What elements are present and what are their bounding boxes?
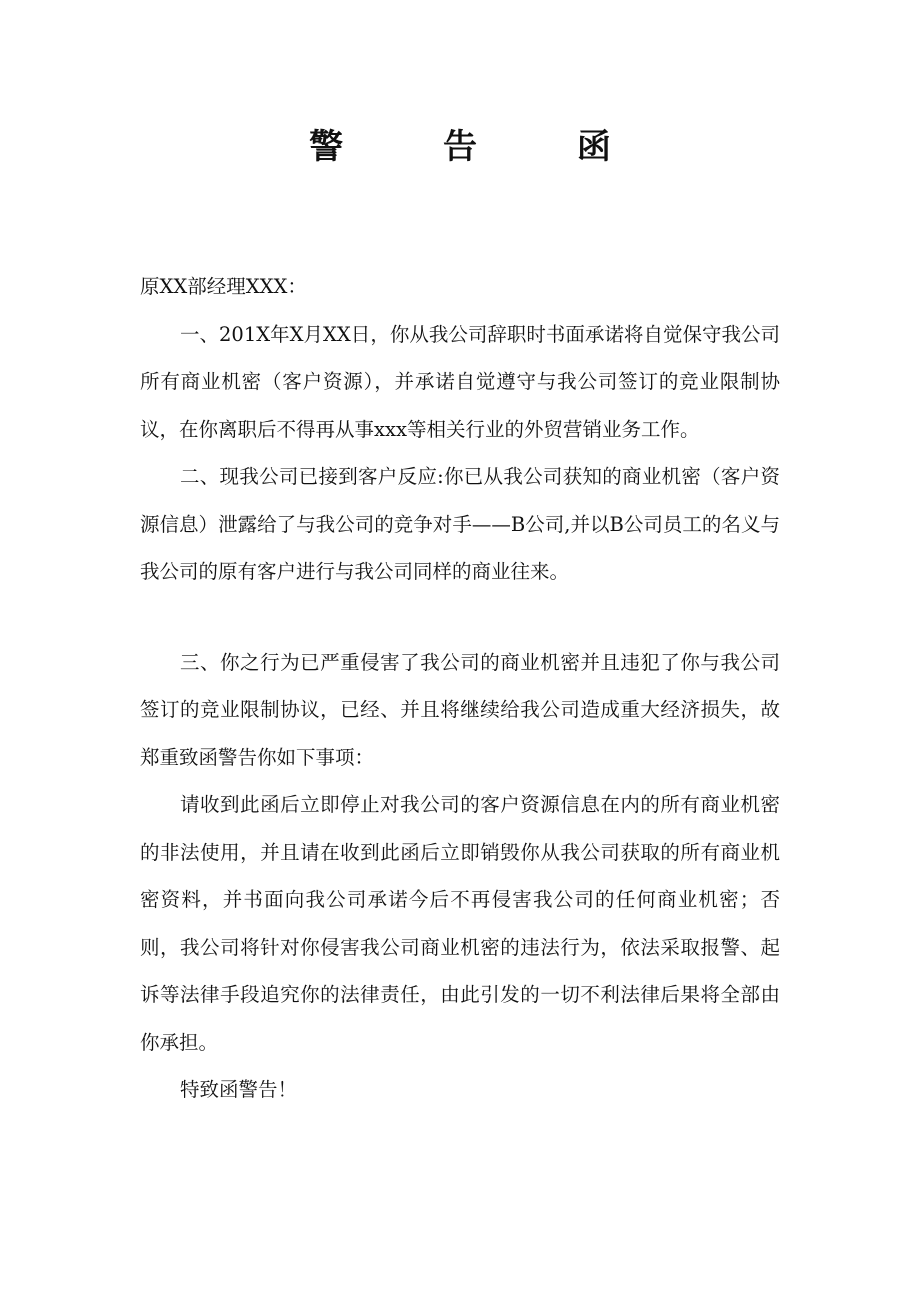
- document-body: [140, 263, 780, 1114]
- document-title: 警 告 函: [309, 127, 655, 167]
- paragraph-gap: [140, 596, 780, 639]
- paragraph-2: 二、现我公司已接到客户反应:你已从我公司获知的商业机密（客户资源信息）泄露给了与我公司的竞争对手——B公司,并以B公司员工的名义与我公司的原有客户进行与我公司同样的商业往来。: [140, 465, 780, 583]
- closing-line: 特致函警告！: [180, 1078, 298, 1101]
- salutation: 原XX部经理XXX：: [140, 275, 307, 298]
- paragraph-3: 三、你之行为已严重侵害了我公司的商业机密并且违犯了你与我公司签订的竞业限制协议，已经、并且将继续给我公司造成重大经济损失，故郑重致函警告你如下事项：: [140, 650, 780, 769]
- paragraph-1: 一、201X年X月XX日，你从我公司辞职时书面承诺将自觉保守我公司所有商业机密（客户资源），并承诺自觉遵守与我公司签订的竞业限制协议，在你离职后不得再从事xxx等相关行业的外贸营销业务工作。: [140, 322, 780, 441]
- paragraph-4: 请收到此函后立即停止对我公司的客户资源信息在内的所有商业机密的非法使用，并且请在收到此函后立即销毁你从我公司获取的所有商业机密资料，并书面向我公司承诺今后不再侵害我公司的任何商业机密；否则，我公司将针对你侵害我公司商业机密的违法行为，依法采取报警、起诉等法律手段追究你的法律责任，由此引发的一切不利法律后果将全部由你承担。: [140, 793, 780, 1054]
